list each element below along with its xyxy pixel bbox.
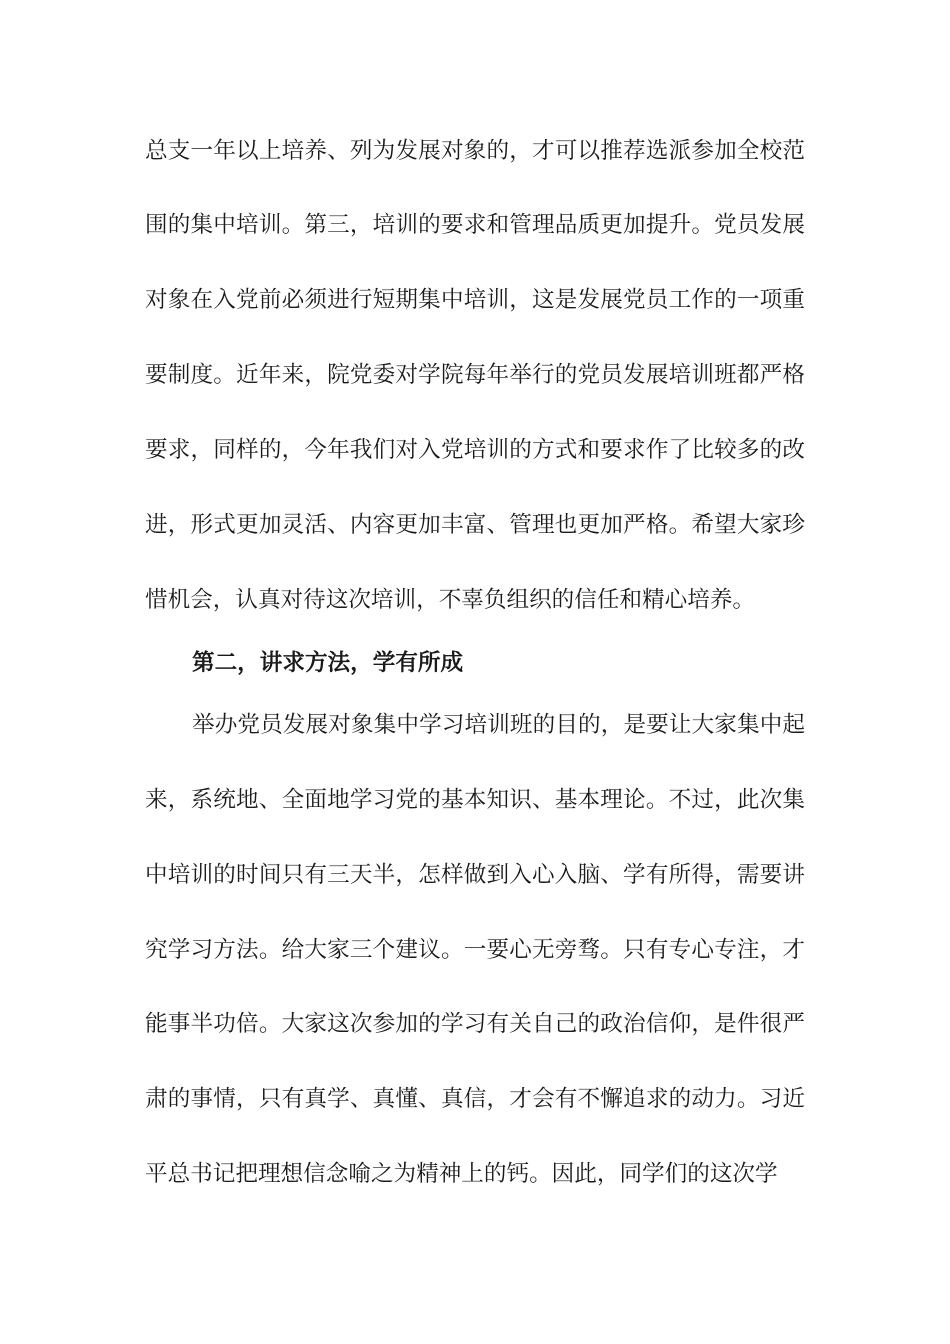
paragraph-line: 总支一年以上培养、列为发展对象的，才可以推荐选派参加全校范 bbox=[145, 138, 805, 164]
section-heading: 第二，讲求方法，学有所成 bbox=[192, 650, 464, 676]
paragraph-line: 惜机会，认真对待这次培训，不辜负组织的信任和精心培养。 bbox=[145, 587, 756, 613]
paragraph-line: 对象在入党前必须进行短期集中培训，这是发展党员工作的一项重 bbox=[145, 287, 805, 313]
paragraph-line: 究学习方法。给大家三个建议。一要心无旁骛。只有专心专注，才 bbox=[145, 937, 805, 963]
paragraph-line: 肃的事情，只有真学、真懂、真信，才会有不懈追求的动力。习近 bbox=[145, 1086, 805, 1112]
paragraph-line: 举办党员发展对象集中学习培训班的目的，是要让大家集中起 bbox=[192, 712, 805, 738]
paragraph-line: 来，系统地、全面地学习党的基本知识、基本理论。不过，此次集 bbox=[145, 787, 805, 813]
paragraph-line: 中培训的时间只有三天半，怎样做到入心入脑、学有所得，需要讲 bbox=[145, 862, 805, 888]
paragraph-line: 要求，同样的，今年我们对入党培训的方式和要求作了比较多的改 bbox=[145, 437, 805, 463]
paragraph-line: 围的集中培训。第三，培训的要求和管理品质更加提升。党员发展 bbox=[145, 212, 805, 238]
paragraph-line: 能事半功倍。大家这次参加的学习有关自己的政治信仰，是件很严 bbox=[145, 1011, 805, 1037]
paragraph-line: 平总书记把理想信念喻之为精神上的钙。因此，同学们的这次学 bbox=[145, 1161, 778, 1187]
paragraph-line: 要制度。近年来，院党委对学院每年举行的党员发展培训班都严格 bbox=[145, 362, 805, 388]
paragraph-line: 进，形式更加灵活、内容更加丰富、管理也更加严格。希望大家珍 bbox=[145, 512, 805, 538]
